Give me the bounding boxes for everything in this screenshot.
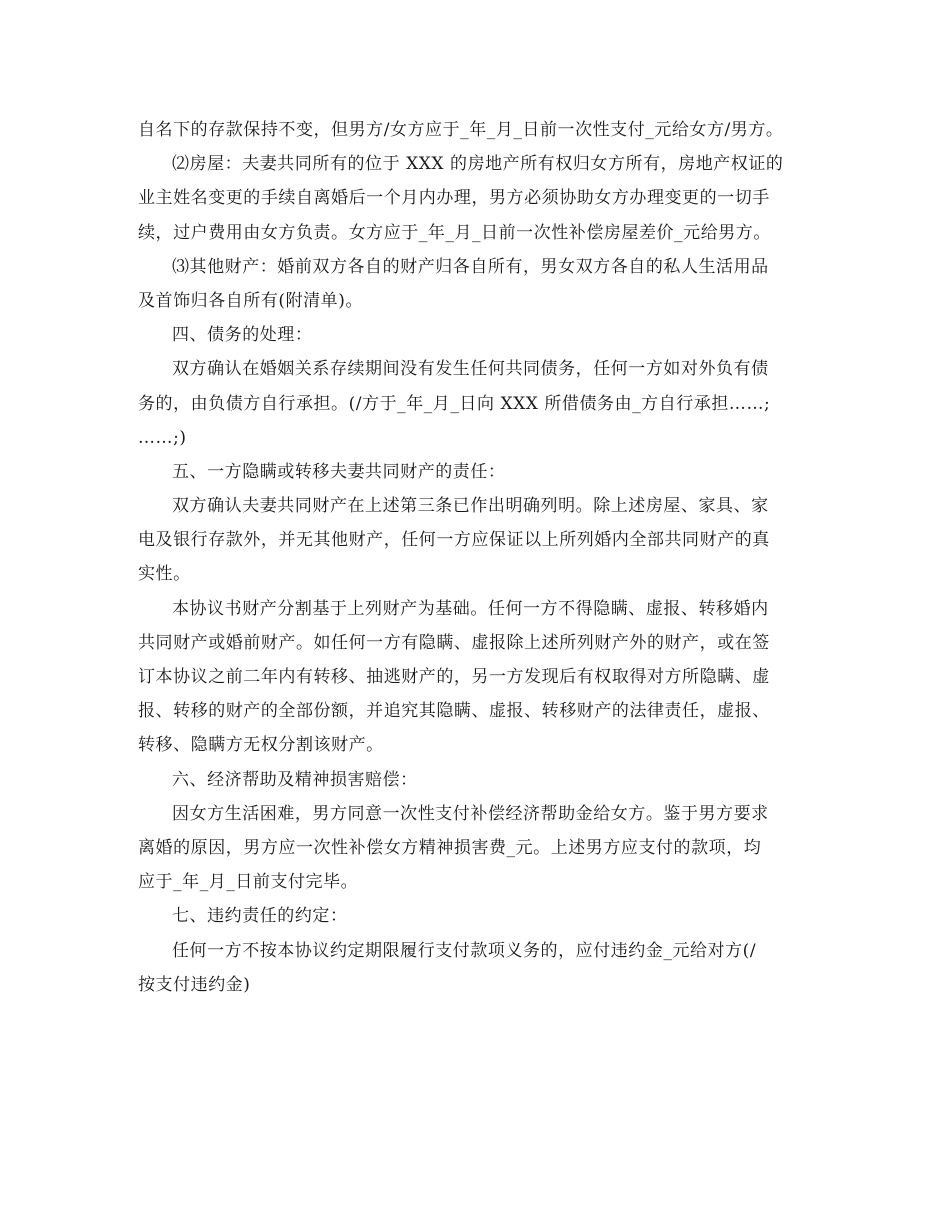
text-line: 双方确认在婚姻关系存续期间没有发生任何共同债务，任何一方如对外负有债 xyxy=(172,359,769,380)
text-line: 业主姓名变更的手续自离婚后一个月内办理，男方必须协助女方办理变更的一切手 xyxy=(138,188,770,209)
text-line: 因女方生活困难，男方同意一次性支付补偿经济帮助金给女方。鉴于男方要求 xyxy=(172,803,769,824)
text-line: 及首饰归各自所有(附清单)。 xyxy=(138,290,363,311)
text-line: 自名下的存款保持不变，但男方/女方应于_年_月_日前一次性支付_元给女方/男方。 xyxy=(138,120,784,140)
text-line: 电及银行存款外，并无其他财产，任何一方应保证以上所列婚内全部共同财产的真 xyxy=(138,530,770,551)
text-line: 共同财产或婚前财产。如任何一方有隐瞒、虚报除上述所列财产外的财产，或在签 xyxy=(138,632,770,653)
text-line: 按支付违约金) xyxy=(138,974,251,995)
section-heading-breach: 七、违约责任的约定： xyxy=(172,906,348,927)
text-line: 本协议书财产分割基于上列财产为基础。任何一方不得隐瞒、虚报、转移婚内 xyxy=(172,598,769,619)
text-line: 任何一方不按本协议约定期限履行支付款项义务的，应付违约金_元给对方(/ xyxy=(172,940,757,961)
text-line: ⑵房屋：夫妻共同所有的位于 XXX 的房地产所有权归女方所有，房地产权证的 xyxy=(172,154,784,175)
document-page xyxy=(138,113,818,1002)
text-line: 离婚的原因，男方应一次性补偿女方精神损害费_元。上述男方应支付的款项，均 xyxy=(138,837,762,858)
text-line: 转移、隐瞒方无权分割该财产。 xyxy=(138,735,384,756)
text-line: 应于_年_月_日前支付完毕。 xyxy=(138,872,359,893)
text-line: 报、转移的财产的全部份额，并追究其隐瞒、虚报、转移财产的法律责任，虚报、 xyxy=(138,701,770,722)
text-line: 订本协议之前二年内有转移、抽逃财产的，另一方发现后有权取得对方所隐瞒、虚 xyxy=(138,667,770,687)
section-heading-compensation: 六、经济帮助及精神损害赔偿： xyxy=(172,769,418,790)
text-line: ⑶其他财产：婚前双方各自的财产归各自所有，男女双方各自的私人生活用品 xyxy=(172,256,769,277)
section-heading-concealment: 五、一方隐瞒或转移夫妻共同财产的责任： xyxy=(172,461,506,482)
text-line: ……;) xyxy=(138,427,187,448)
text-line: 双方确认夫妻共同财产在上述第三条已作出明确列明。除上述房屋、家具、家 xyxy=(172,496,769,517)
text-line: 务的，由负债方自行承担。(/方于_年_月_日向 XXX 所借债务由_方自行承担……; xyxy=(138,393,771,414)
text-line: 实性。 xyxy=(138,564,191,585)
section-heading-debt: 四、债务的处理： xyxy=(172,325,313,346)
text-line: 续，过户费用由女方负责。女方应于_年_月_日前一次性补偿房屋差价_元给男方。 xyxy=(138,222,771,243)
